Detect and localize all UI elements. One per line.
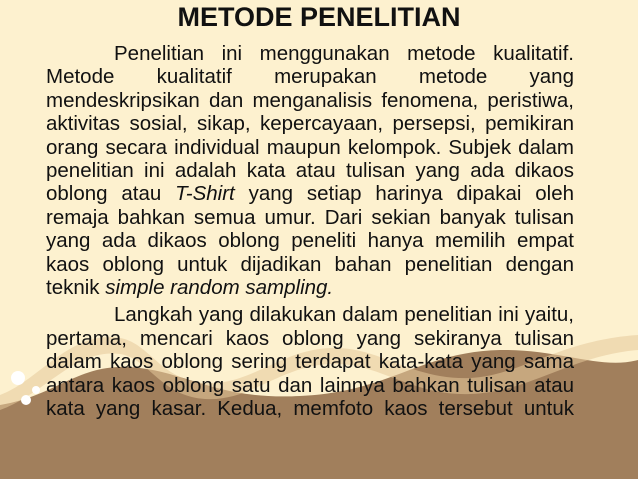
paragraph-2-text: Langkah yang dilakukan dalam penelitian ini yaitu, pertama, mencari kaos oblong yang sekiranya tulisan dalam kaos oblong sering terdapat kata-kata yang sama antara kaos oblong satu dan lainnya bahkan tulisan atau kata yang kasar. Kedua, memfoto kaos tersebut untuk [46,303,574,421]
paragraph-1-italic-sampling: simple random sampling. [105,276,334,300]
paragraph-1-italic-tshirt: T-Shirt [175,182,235,206]
slide-title: METODE PENELITIAN [177,2,461,32]
paragraph-2 [46,303,574,420]
paragraph-1 [46,42,574,299]
paragraph-1-text-b: yang setiap harinya dipakai oleh remaja bahkan semua umur. Dari sekian banyak tulisan yang ada dikaos oblong peneliti hanya memilih empat kaos oblong untuk dijadikan bahan penelitian dengan teknik [46,182,574,300]
paragraph-1-text-a: Penelitian ini menggunakan metode kualitatif. Metode kualitatif merupakan metode yang mendeskripsikan dan menganalisis fenomena, peristiwa, aktivitas sosial, sikap, kepercayaan, persepsi, pemikiran orang secara individual maupun kelompok. Subjek dalam penelitian ini adalah kata atau tulisan yang ada dikaos oblong atau [46,42,574,206]
slide-body [46,42,574,421]
